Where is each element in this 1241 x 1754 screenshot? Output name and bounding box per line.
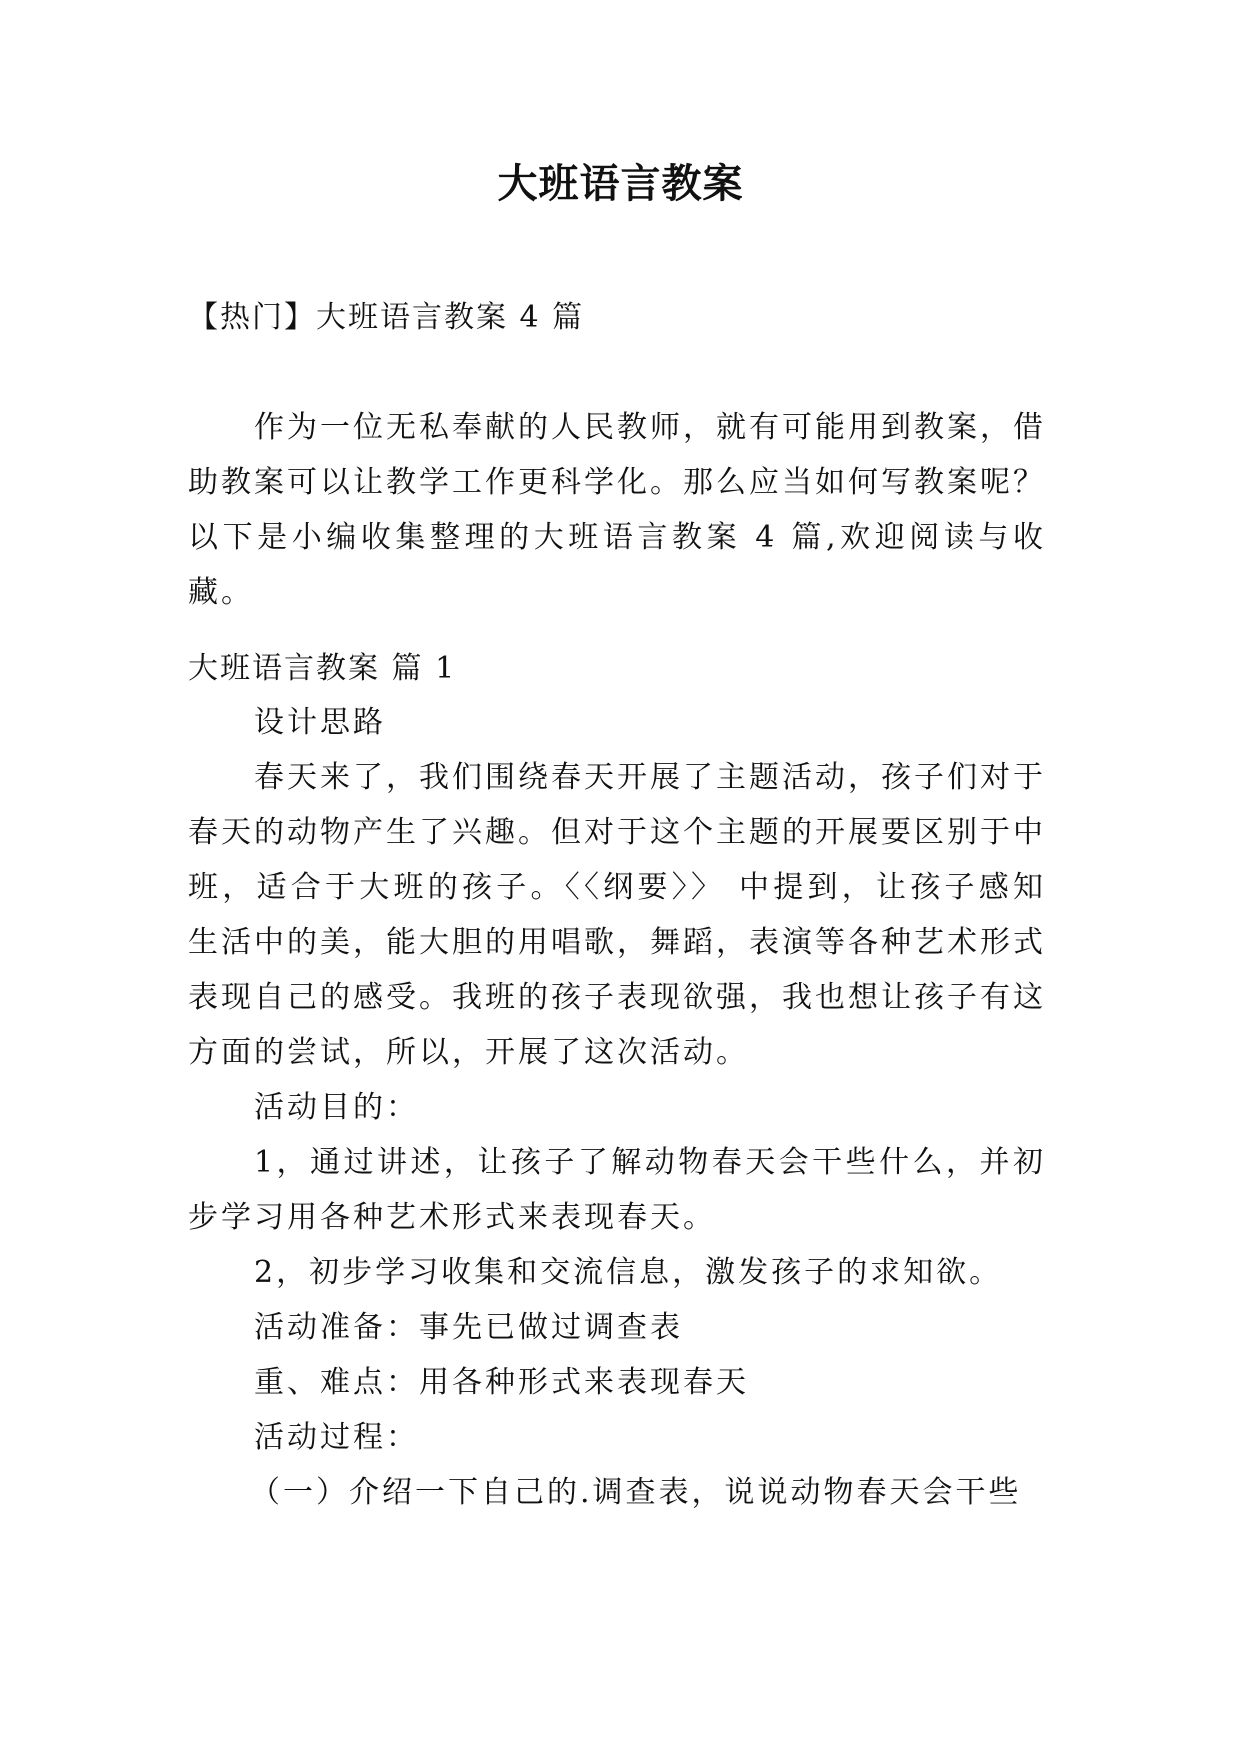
paragraph-preparation: 活动准备：事先已做过调查表: [254, 1310, 683, 1345]
paragraph-goal-2: 2，初步学习收集和交流信息，激发孩子的求知欲。: [254, 1255, 1003, 1290]
paragraph-goals-heading: 活动目的：: [254, 1090, 419, 1125]
paragraph-key-points: 重、难点：用各种形式来表现春天: [254, 1365, 749, 1400]
document-subtitle: 【热门】大班语言教案 4 篇: [188, 300, 585, 335]
document-title: 大班语言教案: [497, 160, 744, 207]
paragraph-goal-1: 1，通过讲述，让孩子了解动物春天会干些什么，并初步学习用各种艺术形式来表现春天。: [188, 1145, 1046, 1235]
paragraph-process-step-1: （一）介绍一下自己的.调查表，说说动物春天会干些: [250, 1475, 1022, 1510]
section-body: [188, 695, 1046, 1520]
paragraph-background: 春天来了，我们围绕春天开展了主题活动，孩子们对于春天的动物产生了兴趣。但对于这个主题的开展要区别于中班，适合于大班的孩子。〈〈纲要〉〉 中提到，让孩子感知生活中的美，能大胆的用唱歌，舞蹈，表演等各种艺术形式表现自己的感受。我班的孩子表现欲强，我也想让孩子有这方面的尝试，所以，开展了这次活动。: [188, 760, 1046, 1070]
paragraph-design-idea: 设计思路: [254, 705, 386, 740]
paragraph-process-heading: 活动过程：: [254, 1420, 419, 1455]
section-heading: 大班语言教案 篇 1: [188, 651, 457, 686]
intro-paragraph: 作为一位无私奉献的人民教师，就有可能用到教案，借助教案可以让教学工作更科学化。那么应当如何写教案呢？以下是小编收集整理的大班语言教案 4 篇,欢迎阅读与收藏。: [188, 410, 1046, 610]
